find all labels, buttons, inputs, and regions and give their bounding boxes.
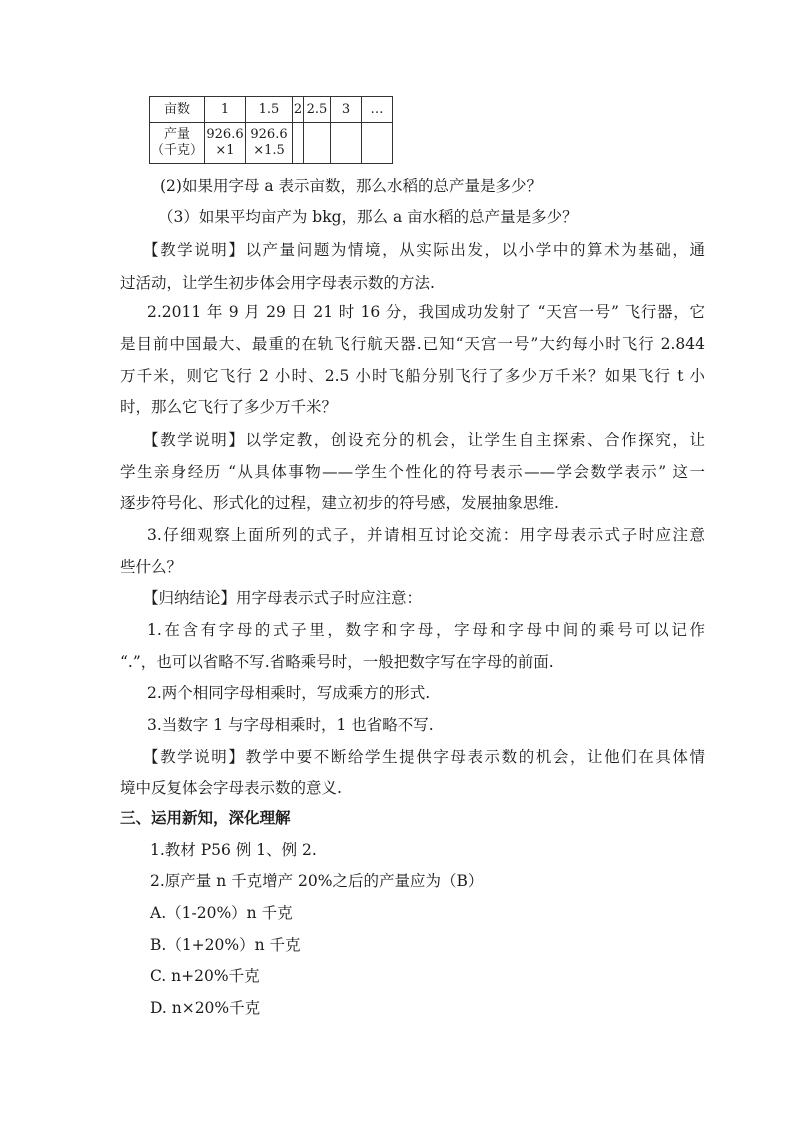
table-cell: [362, 123, 393, 164]
teaching-note-1: 【教学说明】以产量问题为情境，从实际出发，以小学中的算术为基础，通: [143, 241, 705, 259]
table-cell: [150, 123, 205, 164]
table-cell: 3: [331, 97, 362, 123]
option-c: C. n+20%千克: [150, 967, 260, 985]
summary-heading: 【归纳结论】用字母表示式子时应注意：: [143, 589, 423, 607]
cell-text: ×1.5: [253, 143, 285, 158]
rule-3: 3.当数字 1 与字母相乘时，1 也省略不写.: [147, 716, 434, 734]
table-cell: [331, 123, 362, 164]
yield-table: [149, 96, 393, 164]
teaching-note-2-cont: 逐步符号化、形式化的过程，建立初步的符号感，发展抽象思维.: [120, 494, 559, 512]
question-2: (2)如果用字母 a 表示亩数，那么水稻的总产量是多少？: [160, 177, 543, 195]
table-cell: 亩数: [150, 97, 205, 123]
paragraph-2-cont: 时，那么它飞行了多少万千米？: [120, 398, 338, 416]
exercise-2: 2.原产量 n 千克增产 20%之后的产量应为（B）: [150, 872, 484, 890]
table-cell: [246, 123, 293, 164]
table-cell: 2.5: [304, 97, 331, 123]
teaching-note-1-cont: 过活动，让学生初步体会用字母表示数的方法.: [120, 274, 435, 292]
rule-2: 2.两个相同字母相乘时，写成乘方的形式.: [147, 684, 431, 702]
table-row: [150, 123, 393, 164]
table-cell: [304, 123, 331, 164]
section-heading: 三、运用新知，深化理解: [120, 808, 291, 827]
cell-text: ×1: [215, 143, 235, 158]
paragraph-2-cont: 是目前中国最大、最重的在轨飞行航天器.已知“天宫一号”大约每小时飞行 2.844: [120, 335, 705, 353]
cell-text: 926.6: [250, 127, 288, 142]
paragraph-2: 2.2011 年 9 月 29 日 21 时 16 分，我国成功发射了 “天宫一号” 飞行器，它: [147, 303, 705, 321]
cell-text: 产量: [163, 127, 190, 142]
teaching-note-3: 【教学说明】教学中要不断给学生提供字母表示数的机会，让他们在具体情: [143, 748, 705, 766]
table-cell: [205, 123, 246, 164]
table-row: [150, 97, 393, 123]
table-cell: 2: [293, 97, 304, 123]
option-d: D. n×20%千克: [150, 999, 261, 1017]
teaching-note-3-cont: 境中反复体会字母表示数的意义.: [120, 779, 342, 797]
table-cell: 1: [205, 97, 246, 123]
paragraph-3: 3.仔细观察上面所列的式子，并请相互讨论交流：用字母表示式子时应注意: [147, 526, 705, 544]
cell-text: （千克）: [150, 143, 203, 158]
option-b: B.（1+20%）n 千克: [150, 936, 301, 954]
table-cell: …: [362, 97, 393, 123]
cell-text: 926.6: [206, 127, 244, 142]
paragraph-2-cont: 万千米，则它飞行 2 小时、2.5 小时飞船分别飞行了多少万千米？如果飞行 t 小: [120, 367, 705, 385]
table-cell: 1.5: [246, 97, 293, 123]
exercise-1: 1.教材 P56 例 1、例 2.: [150, 841, 317, 859]
question-3: （3）如果平均亩产为 bkg，那么 a 亩水稻的总产量是多少？: [158, 208, 578, 226]
table-cell: [293, 123, 304, 164]
rule-1-cont: “.”，也可以省略不写.省略乘号时，一般把数字写在字母的前面.: [120, 653, 554, 671]
option-a: A.（1-20%）n 千克: [150, 904, 293, 922]
teaching-note-2: 【教学说明】以学定教，创设充分的机会，让学生自主探索、合作探究，让: [143, 431, 705, 449]
teaching-note-2-cont: 学生亲身经历 “从具体事物——学生个性化的符号表示——学会数学表示” 这一: [120, 463, 705, 481]
rule-1: 1.在含有字母的式子里，数字和字母，字母和字母中间的乘号可以记作: [147, 621, 705, 639]
paragraph-3-cont: 些什么？: [120, 558, 183, 576]
